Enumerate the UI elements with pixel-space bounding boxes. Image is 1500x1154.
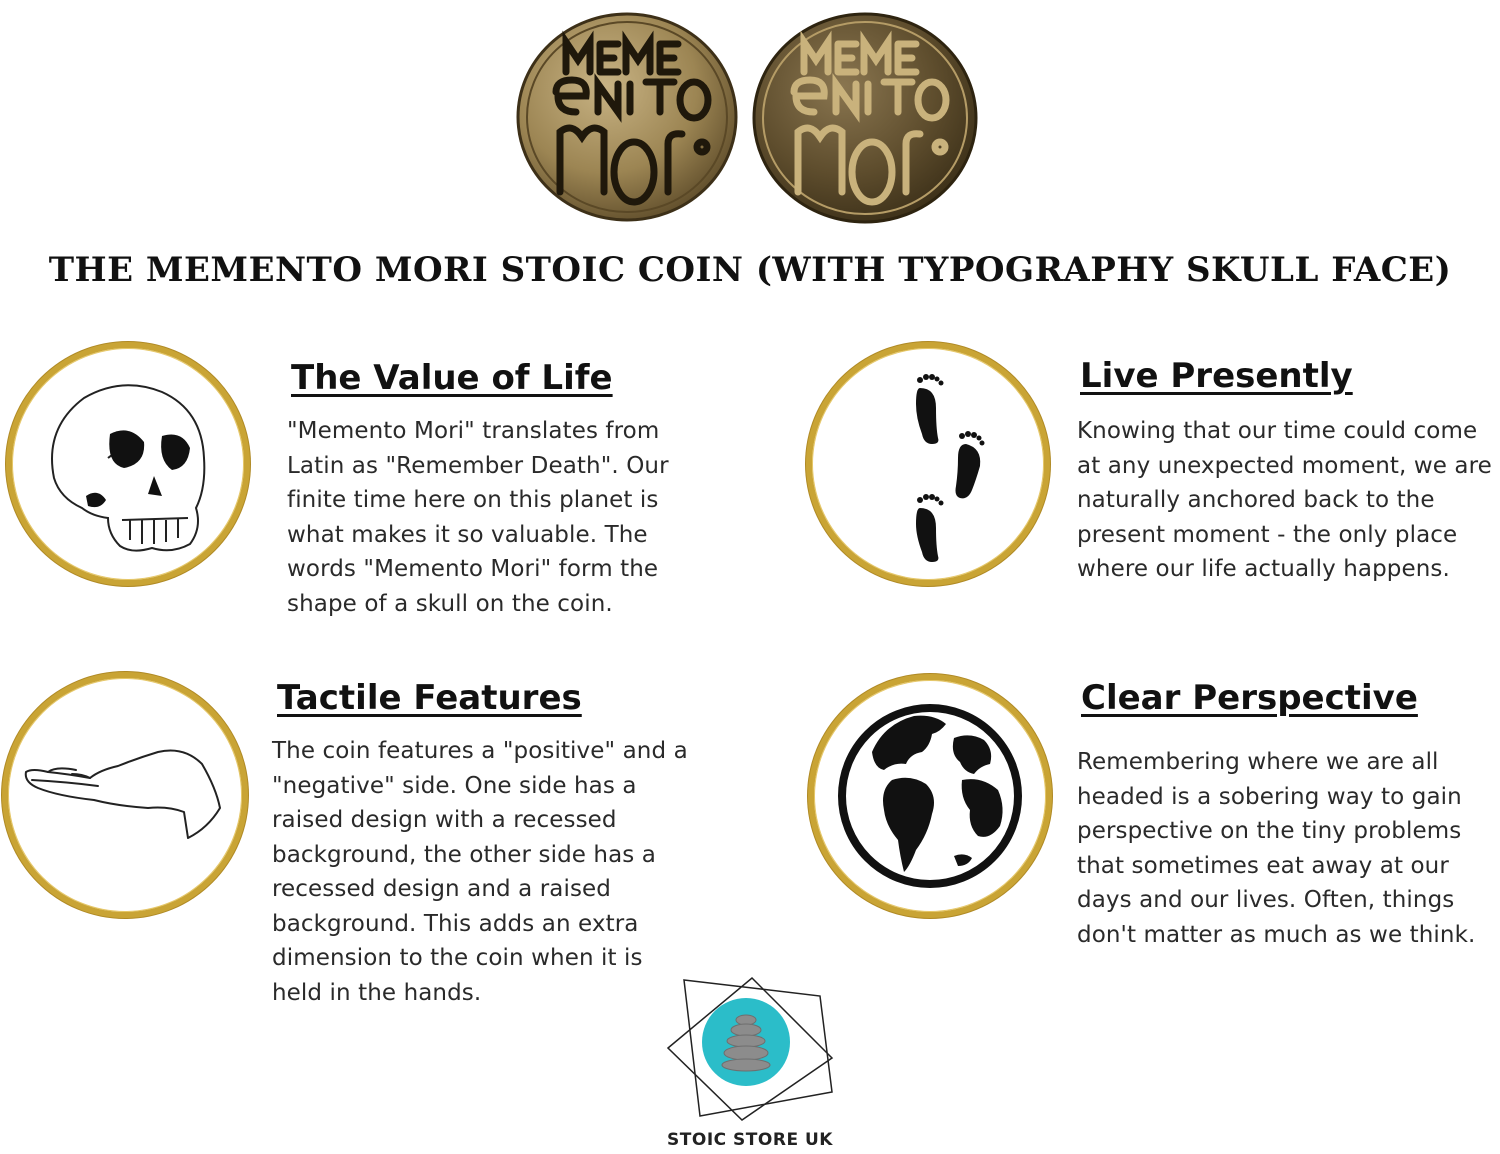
feature-line: recessed design and a raised	[272, 876, 611, 902]
feature-line: background, the other side has a	[272, 841, 656, 868]
feature-icon-ring-clear-perspective	[808, 674, 1052, 918]
feature-line: raised design with a recessed	[272, 807, 617, 833]
feature-title-live-presently: Live Presently	[1080, 356, 1353, 396]
hand-icon	[8, 678, 242, 912]
feature-line: words "Memento Mori" form the	[287, 556, 659, 582]
footprints-icon	[812, 348, 1044, 580]
coin-back-image	[752, 12, 978, 224]
feature-line: dimension to the coin when it is	[272, 945, 643, 971]
globe-icon	[814, 680, 1046, 912]
feature-body-value-of-life	[287, 414, 727, 621]
feature-line: shape of a skull on the coin.	[287, 590, 613, 617]
page-title: THE MEMENTO MORI STOIC COIN (WITH TYPOGRAPHY SKULL FACE)	[48, 250, 1452, 290]
feature-line: Remembering where we are all	[1077, 749, 1439, 775]
feature-title-value-of-life: The Value of Life	[291, 358, 613, 398]
feature-line: Knowing that our time could come	[1077, 418, 1478, 444]
feature-body-tactile-features	[272, 734, 722, 1010]
feature-line: held in the hands.	[272, 979, 482, 1006]
feature-line: "negative" side. One side has a	[272, 772, 637, 799]
feature-line: at any unexpected moment, we are	[1077, 452, 1492, 479]
feature-line: days and our lives. Often, things	[1077, 887, 1455, 913]
coin-front-image	[516, 12, 738, 222]
feature-body-clear-perspective	[1077, 745, 1497, 952]
feature-line: background. This adds an extra	[272, 910, 639, 937]
feature-icon-ring-tactile-features	[2, 672, 248, 918]
feature-line: naturally anchored back to the	[1077, 487, 1435, 513]
feature-title-tactile-features: Tactile Features	[277, 678, 582, 718]
feature-line: "Memento Mori" translates from	[287, 418, 660, 444]
feature-line: don't matter as much as we think.	[1077, 921, 1476, 948]
feature-body-live-presently	[1077, 414, 1497, 587]
skull-icon	[12, 348, 244, 580]
feature-line: perspective on the tiny problems	[1077, 818, 1462, 844]
feature-line: that sometimes eat away at our	[1077, 852, 1449, 879]
feature-line: present moment - the only place	[1077, 521, 1458, 548]
feature-icon-ring-live-presently	[806, 342, 1050, 586]
feature-line: Latin as "Remember Death". Our	[287, 452, 669, 479]
feature-line: where our life actually happens.	[1077, 556, 1450, 582]
brand-logo	[662, 974, 838, 1124]
brand-name: STOIC STORE UK	[667, 1130, 833, 1150]
feature-title-clear-perspective: Clear Perspective	[1081, 678, 1418, 718]
feature-line: finite time here on this planet is	[287, 487, 659, 513]
feature-line: what makes it so valuable. The	[287, 521, 648, 548]
feature-icon-ring-value-of-life	[6, 342, 250, 586]
feature-line: headed is a sobering way to gain	[1077, 783, 1462, 810]
feature-line: The coin features a "positive" and a	[272, 738, 688, 764]
